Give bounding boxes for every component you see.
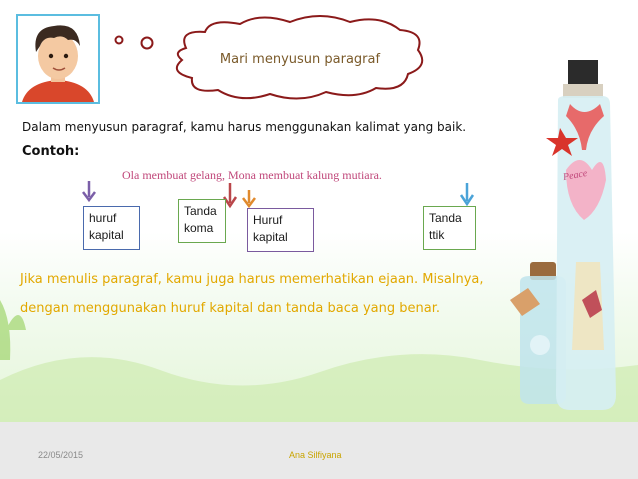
- label-tanda-titik: [423, 206, 476, 250]
- label-line: Huruf: [253, 213, 283, 227]
- boy-avatar-illustration: [18, 16, 98, 102]
- example-heading: Contoh:: [22, 144, 80, 159]
- label-line: Tanda: [184, 204, 217, 218]
- label-tanda-koma: [178, 199, 226, 243]
- label-line: ttik: [429, 228, 445, 242]
- footer-date: 22/05/2015: [38, 450, 84, 460]
- avatar: [16, 14, 100, 104]
- arrow-tanda-titik: [461, 183, 473, 204]
- bottle-label: Peace: [562, 167, 589, 184]
- label-line: koma: [184, 221, 214, 235]
- label-huruf-kapital-1: [83, 206, 140, 250]
- label-line: Tanda: [429, 211, 462, 225]
- label-huruf-kapital-2: [247, 208, 314, 252]
- arrow-huruf-kapital-2: [243, 190, 255, 206]
- paragraph-text: Jika menulis paragraf, kamu juga harus memerhatikan ejaan. Misalnya, dengan menggunakan huruf kapital dan tanda baca yang benar.: [20, 272, 484, 316]
- arrow-huruf-kapital-1: [83, 181, 95, 200]
- footer: [0, 422, 638, 479]
- footer-author: Ana Silfiyana: [289, 450, 342, 460]
- label-line: kapital: [89, 228, 124, 242]
- label-line: huruf: [89, 211, 117, 225]
- example-sentence: Ola membuat gelang, Mona membuat kalung mutiara.: [122, 168, 382, 182]
- intro-text: Dalam menyusun paragraf, kamu harus menggunakan kalimat yang baik.: [22, 120, 467, 134]
- label-line: kapital: [253, 230, 288, 244]
- bubble-title: Mari menyusun paragraf: [219, 52, 381, 67]
